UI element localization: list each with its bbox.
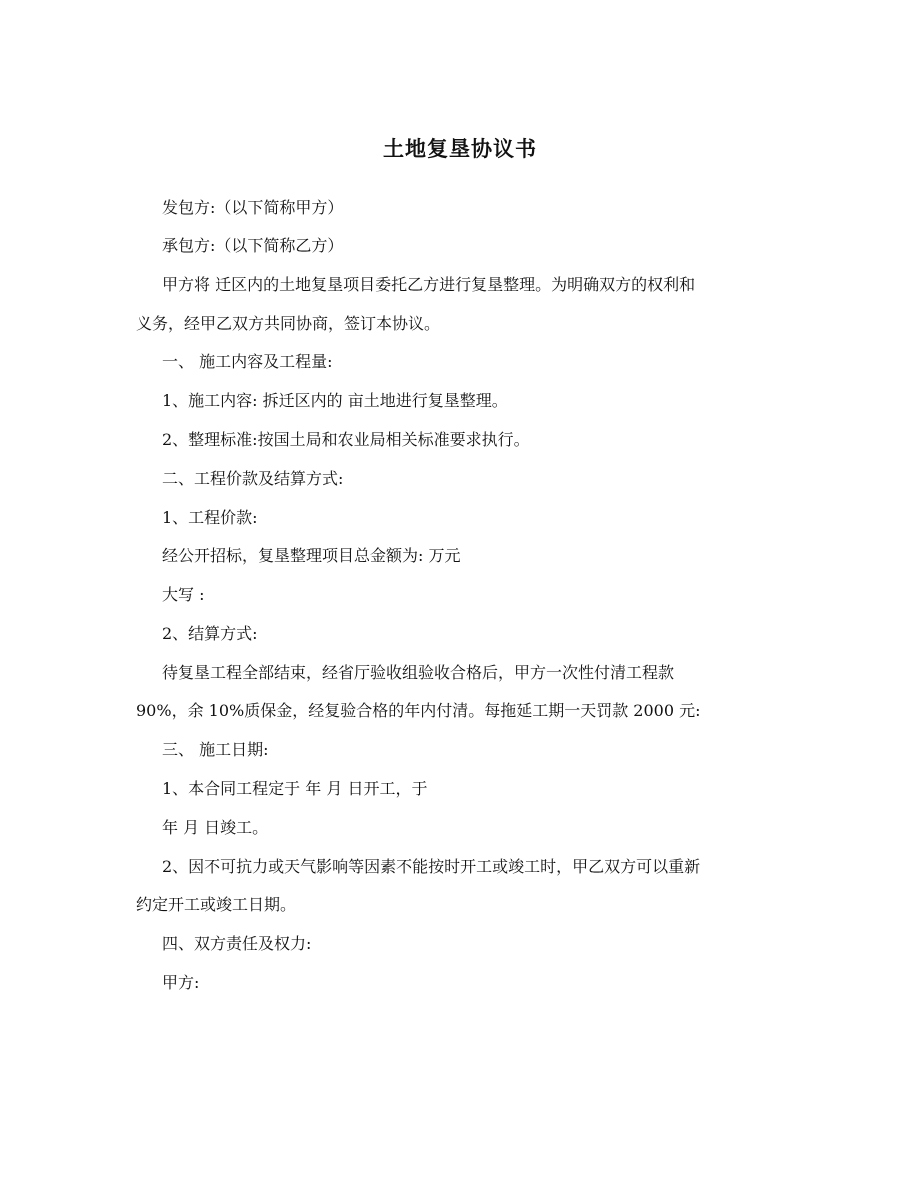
text-line-party-a: 发包方:（以下简称甲方） — [162, 198, 344, 217]
text-line-intro-2: 义务，经甲乙双方共同协商，签订本协议。 — [136, 314, 441, 333]
text-line-settlement-1: 待复垦工程全部结束，经省厅验收组验收合格后，甲方一次性付清工程款 — [162, 663, 675, 682]
text-line-party-b: 承包方:（以下简称乙方） — [162, 236, 344, 255]
text-line-2-2: 2、结算方式: — [162, 624, 258, 643]
document-title: 土地复垦协议书 — [383, 136, 537, 161]
section-heading-1: 一、 施工内容及工程量: — [162, 352, 333, 371]
text-line-party-a-duties: 甲方: — [162, 973, 200, 992]
section-heading-3: 三、 施工日期: — [162, 740, 269, 759]
text-line-3-1: 1、本合同工程定于 年 月 日开工，于 — [162, 779, 428, 798]
text-line-3-1-cont: 年 月 日竣工。 — [162, 818, 269, 837]
text-line-1-1: 1、施工内容: 拆迁区内的 亩土地进行复垦整理。 — [162, 391, 508, 410]
text-line-settlement-2: 90%，余 10%质保金，经复验合格的年内付清。每拖延工期一天罚款 2000 元: — [136, 701, 701, 720]
text-line-amount: 经公开招标，复垦整理项目总金额为: 万元 — [162, 546, 461, 565]
section-heading-2: 二、工程价款及结算方式: — [162, 469, 344, 488]
text-line-3-2: 2、因不可抗力或天气影响等因素不能按时开工或竣工时，甲乙双方可以重新 — [162, 857, 701, 876]
text-line-intro-1: 甲方将 迁区内的土地复垦项目委托乙方进行复垦整理。为明确双方的权利和 — [162, 275, 696, 294]
section-heading-4: 四、双方责任及权力: — [162, 934, 312, 953]
text-line-1-2: 2、整理标准:按国土局和农业局相关标准要求执行。 — [162, 430, 530, 449]
text-line-3-2-cont: 约定开工或竣工日期。 — [136, 895, 297, 914]
text-line-amount-words: 大写 : — [162, 585, 205, 604]
text-line-2-1: 1、工程价款: — [162, 508, 258, 527]
